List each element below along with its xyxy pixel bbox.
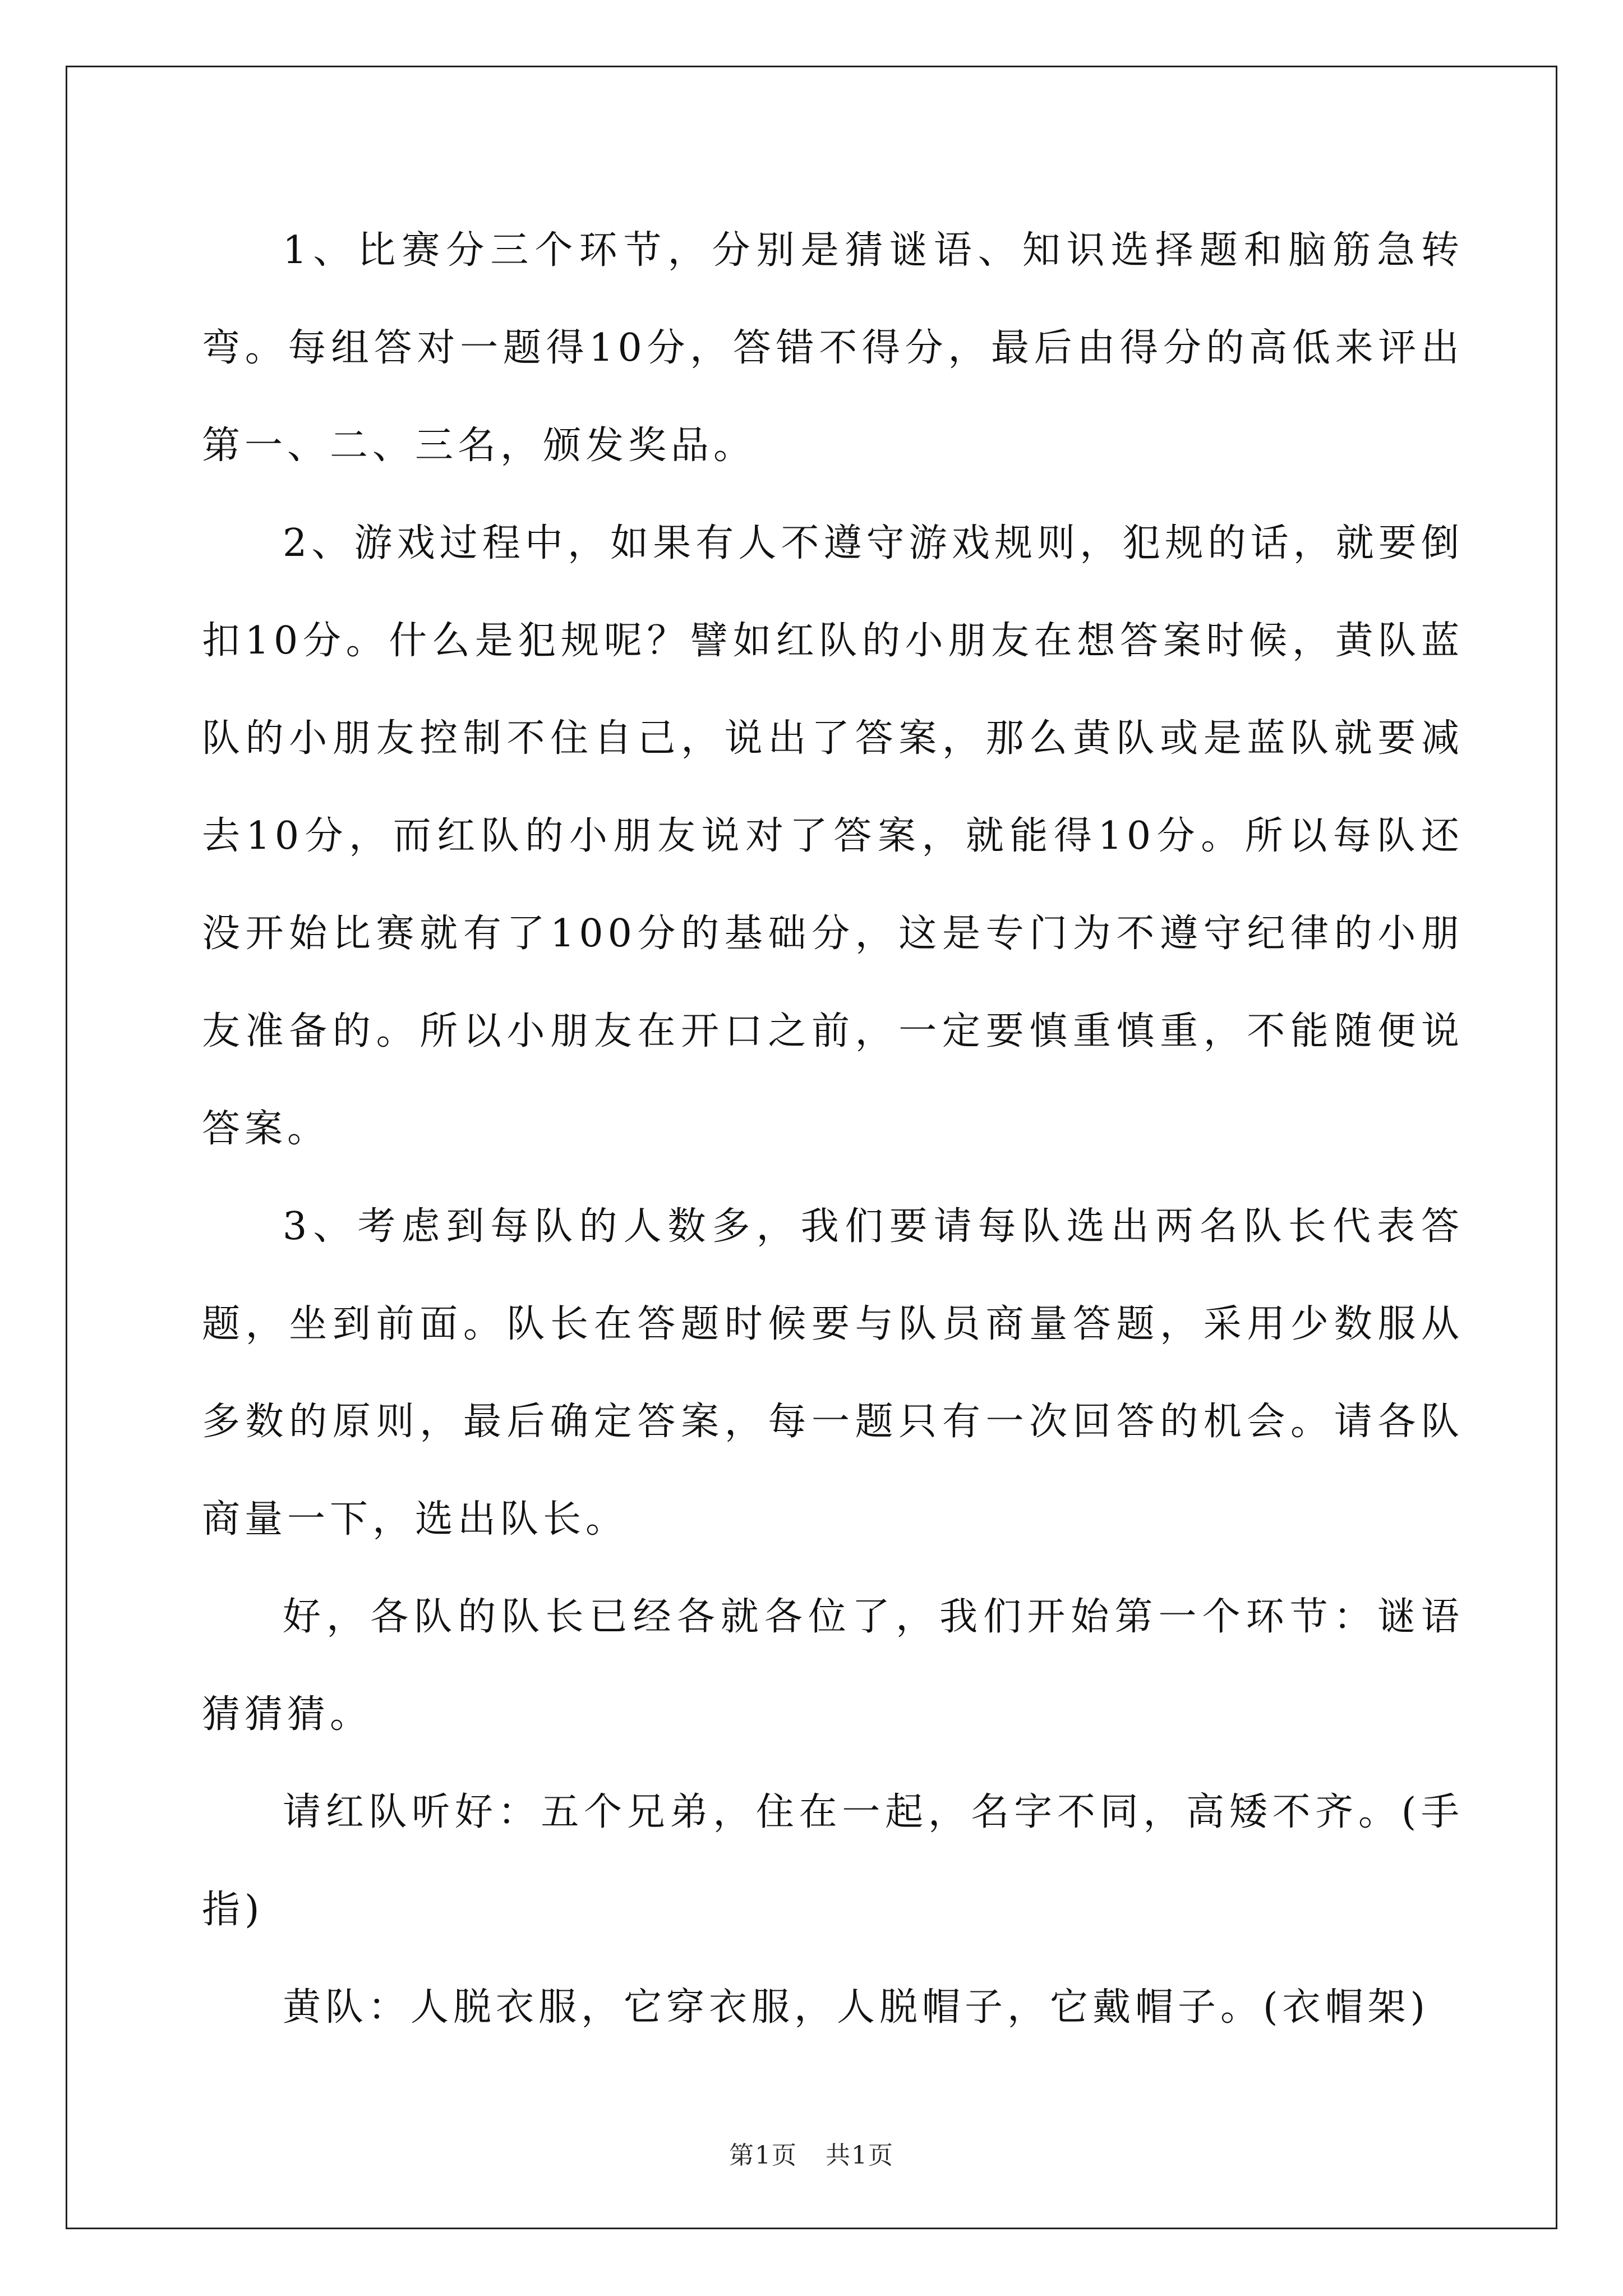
paragraph-start-riddles: 好，各队的队长已经各就各位了，我们开始第一个环节：谜语猜猜猜。 bbox=[202, 1595, 1464, 1737]
paragraph-riddle-yellow: 黄队：人脱衣服，它穿衣服，人脱帽子，它戴帽子。(衣帽架) bbox=[283, 1985, 1430, 2030]
paragraph-rules-2: 2、游戏过程中，如果有人不遵守游戏规则，犯规的话，就要倒扣10分。什么是犯规呢？譬如红队的小朋友在想答案时候，黄队蓝队的小朋友控制不住自己，说出了答案，那么黄队或是蓝队就要减去10分，而红队的小朋友说对了答案，就能得10分。所以每队还没开始比赛就有了100分的基础分，这是专门为不遵守纪律的小朋友准备的。所以小朋友在开口之前，一定要慎重慎重，不能随便说答案。 bbox=[202, 521, 1464, 1151]
page-total: 共1页 bbox=[826, 2141, 894, 2170]
paragraph-riddle-red: 请红队听好：五个兄弟，住在一起，名字不同，高矮不齐。(手指) bbox=[202, 1790, 1464, 1932]
page-number: 第1页 bbox=[729, 2141, 797, 2170]
document-body bbox=[202, 202, 1464, 2056]
page-footer bbox=[0, 2135, 1623, 2171]
paragraph-rules-3: 3、考虑到每队的人数多，我们要请每队选出两名队长代表答题，坐到前面。队长在答题时候要与队员商量答题，采用少数服从多数的原则，最后确定答案，每一题只有一次回答的机会。请各队商量一下，选出队长。 bbox=[202, 1204, 1464, 1542]
paragraph-rules-1: 1、比赛分三个环节，分别是猜谜语、知识选择题和脑筋急转弯。每组答对一题得10分，答错不得分，最后由得分的高低来评出第一、二、三名，颁发奖品。 bbox=[202, 228, 1464, 468]
